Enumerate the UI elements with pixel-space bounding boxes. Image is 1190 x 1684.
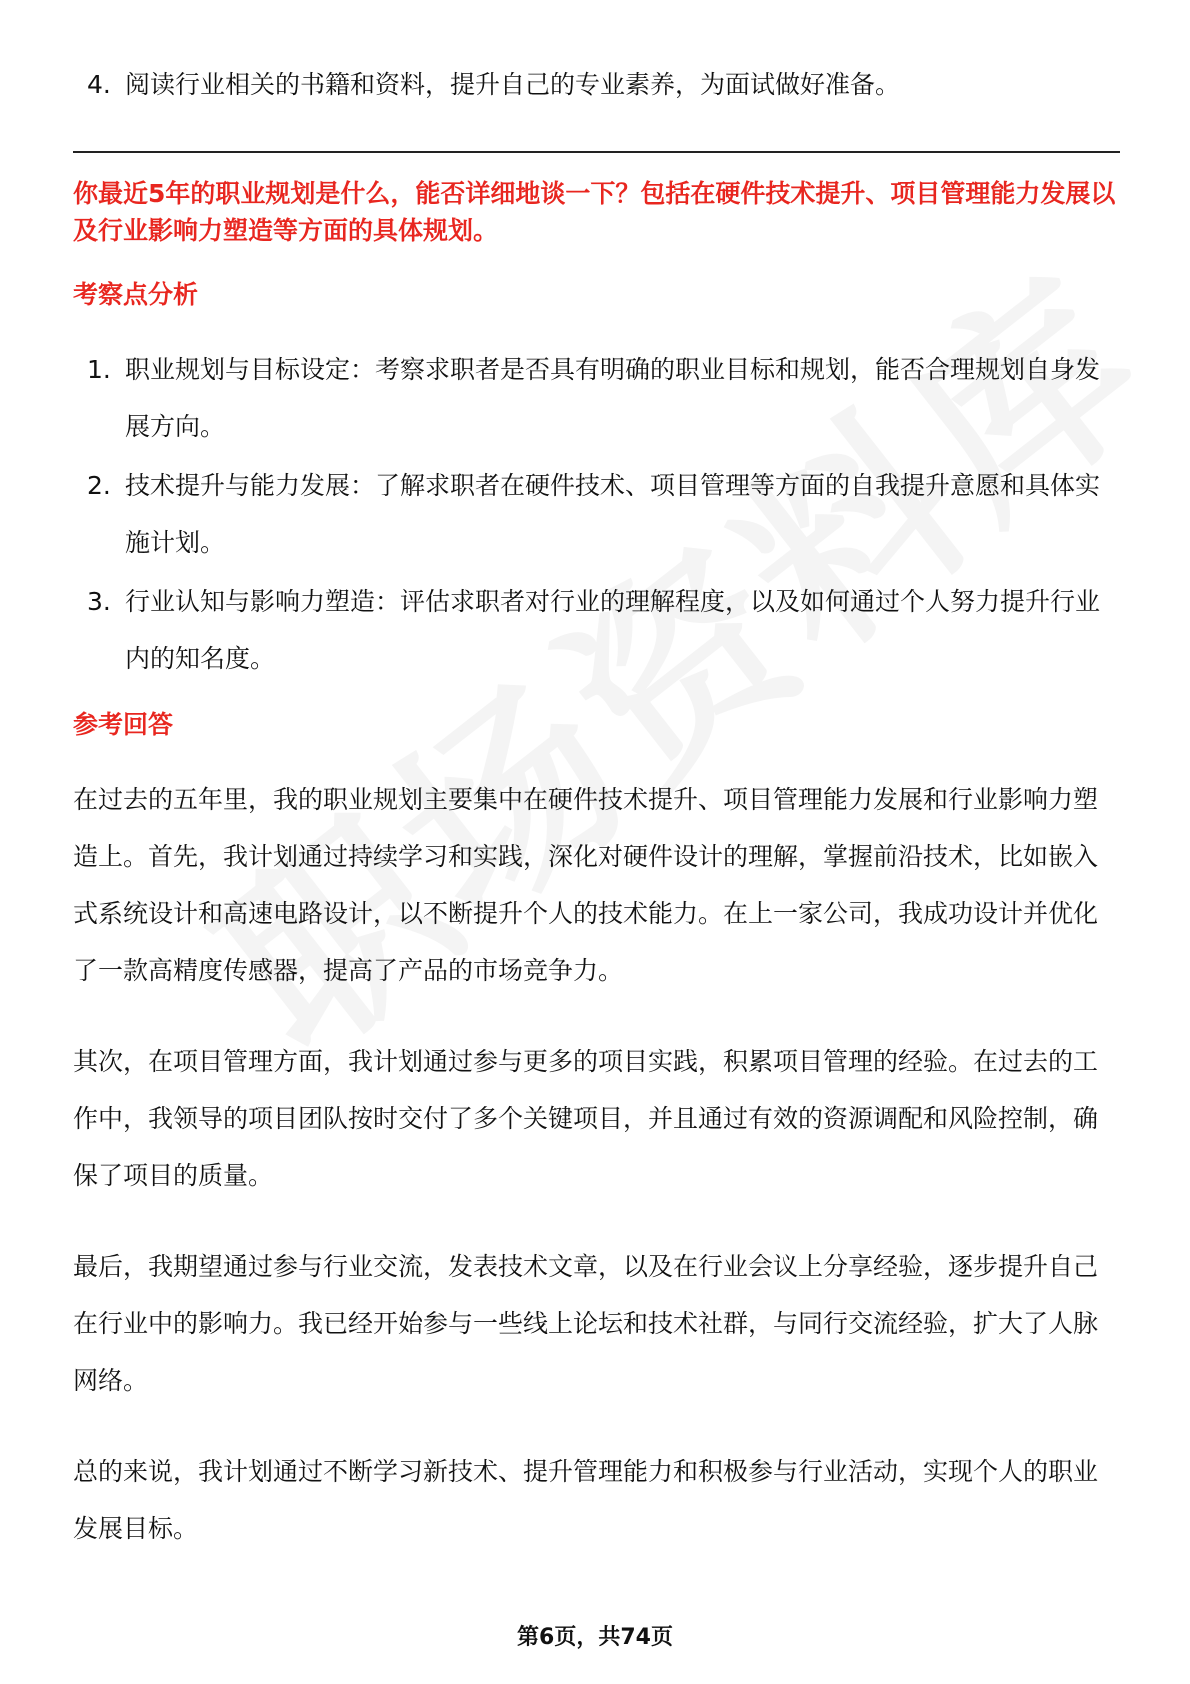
document-body	[73, 56, 1120, 1591]
list-text: 职业规划与目标设定：考察求职者是否具有明确的职业目标和规划，能否合理规划自身发展方向。	[125, 355, 1101, 441]
analysis-list	[73, 341, 1120, 687]
interview-question: 你最近5年的职业规划是什么，能否详细地谈一下？包括在硬件技术提升、项目管理能力发展以及行业影响力塑造等方面的具体规划。	[73, 179, 1116, 245]
list-text: 行业认知与影响力塑造：评估求职者对行业的理解程度，以及如何通过个人努力提升行业内的知名度。	[125, 587, 1101, 673]
list-text: 技术提升与能力发展：了解求职者在硬件技术、项目管理等方面的自我提升意愿和具体实施计划。	[125, 471, 1101, 557]
answer-paragraph: 其次，在项目管理方面，我计划通过参与更多的项目实践，积累项目管理的经验。在过去的工作中，我领导的项目团队按时交付了多个关键项目，并且通过有效的资源调配和风险控制，确保了项目的质量。	[73, 1047, 1099, 1190]
list-number: 2.	[87, 471, 111, 500]
analysis-item	[73, 341, 1120, 455]
answer-paragraph: 在过去的五年里，我的职业规划主要集中在硬件技术提升、项目管理能力发展和行业影响力塑造上。首先，我计划通过持续学习和实践，深化对硬件设计的理解，掌握前沿技术，比如嵌入式系统设计和高速电路设计，以不断提升个人的技术能力。在上一家公司，我成功设计并优化了一款高精度传感器，提高了产品的市场竞争力。	[73, 785, 1099, 985]
page-number: 第6页，共74页	[517, 1625, 673, 1650]
list-number: 3.	[87, 587, 111, 616]
answer-paragraph: 最后，我期望通过参与行业交流，发表技术文章，以及在行业会议上分享经验，逐步提升自己在行业中的影响力。我已经开始参与一些线上论坛和技术社群，与同行交流经验，扩大了人脉网络。	[73, 1252, 1099, 1395]
section-divider	[73, 151, 1120, 153]
analysis-item	[73, 573, 1120, 687]
list-number: 1.	[87, 355, 111, 384]
answer-paragraph: 总的来说，我计划通过不断学习新技术、提升管理能力和积极参与行业活动，实现个人的职业发展目标。	[73, 1457, 1099, 1543]
list-item-4	[73, 56, 1120, 113]
answer-heading: 参考回答	[73, 710, 174, 739]
analysis-heading: 考察点分析	[73, 280, 199, 309]
analysis-item	[73, 457, 1120, 571]
list-number: 4.	[87, 70, 111, 99]
list-text: 阅读行业相关的书籍和资料，提升自己的专业素养，为面试做好准备。	[125, 70, 901, 99]
